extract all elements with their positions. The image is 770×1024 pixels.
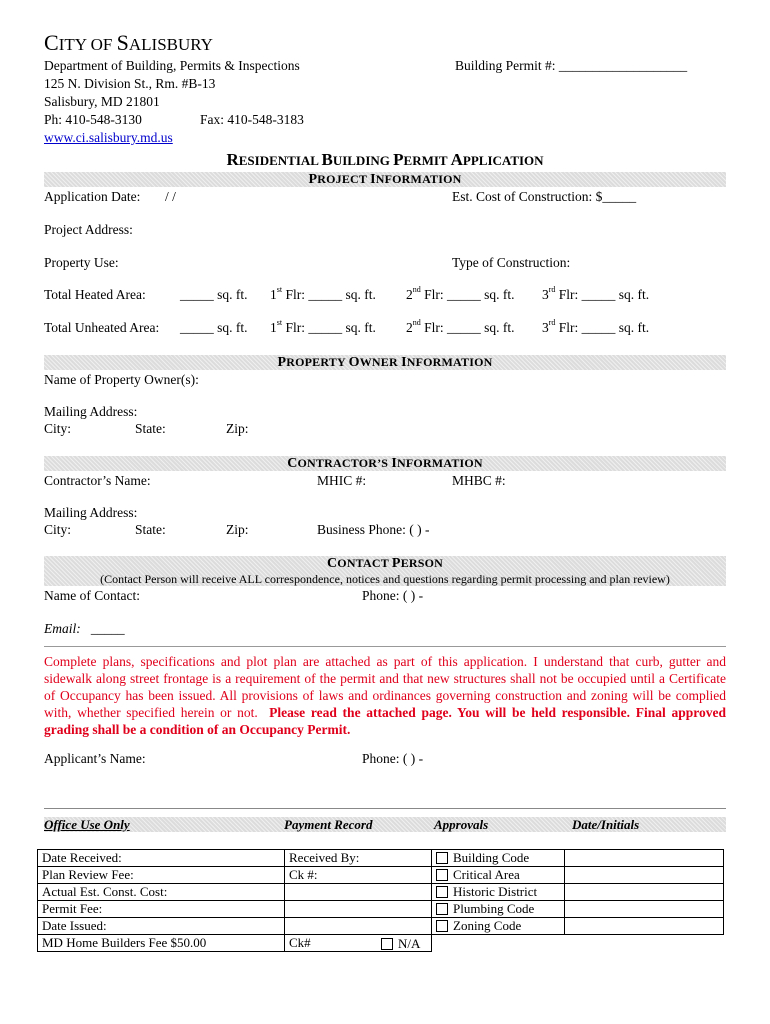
contact-person-heading: CONTACT PERSON [326,556,444,571]
date-initials-cell[interactable] [565,901,724,918]
form-title: RESIDENTIAL BUILDING PERMIT APPLICATION [226,150,544,169]
owner-zip-field[interactable]: Zip: [226,421,249,436]
contact-name-field[interactable]: Name of Contact: [44,588,140,603]
office-cell[interactable]: MD Home Builders Fee $50.00 [38,935,285,952]
table-row [38,918,724,935]
approval-cell[interactable]: Building Code [432,850,565,867]
contractor-info-heading: CONTRACTOR’S INFORMATION [287,456,483,471]
date-initials-cell[interactable] [565,918,724,935]
contractor-zip-field[interactable]: Zip: [226,522,249,537]
owner-city-field[interactable]: City: [44,421,72,436]
office-cell[interactable]: Ck #: [285,867,432,884]
application-date-field[interactable]: / / [165,189,176,204]
office-cell[interactable]: Date Received: [38,850,285,867]
checkbox[interactable] [436,886,448,898]
street-address: 125 N. Division St., Rm. #B-13 [44,76,216,91]
checkbox[interactable] [436,852,448,864]
city-title: CITY OF SALISBURY [44,30,213,55]
payment-record-heading: Payment Record [284,817,373,832]
office-cell[interactable]: Plan Review Fee: [38,867,285,884]
heated-flr1[interactable]: 1st Flr: _____ sq. ft. [270,285,376,302]
approval-cell[interactable]: Historic District [432,884,565,901]
heated-flr2[interactable]: 2nd Flr: _____ sq. ft. [406,285,515,302]
contractor-state-field[interactable]: State: [135,522,166,537]
office-use-table [37,849,724,952]
mhic-field[interactable]: MHIC #: [317,473,367,488]
total-heated-area-label: Total Heated Area: [44,287,146,302]
table-row [38,935,724,952]
property-use-field[interactable]: Property Use: [44,255,119,270]
office-cell[interactable] [285,918,432,935]
project-address-field[interactable]: Project Address: [44,222,133,237]
heated-total-sqft[interactable]: _____ sq. ft. [180,287,248,302]
table-row [38,850,724,867]
contractor-name-field[interactable]: Contractor’s Name: [44,473,151,488]
email-field[interactable]: Email: _____ [44,621,125,636]
date-initials-cell[interactable] [565,867,724,884]
office-cell[interactable]: Actual Est. Const. Cost: [38,884,285,901]
date-initials-cell[interactable] [565,850,724,867]
table-row [38,867,724,884]
approvals-heading: Approvals [434,817,489,832]
application-date-label: Application Date: [44,189,141,204]
office-cell[interactable]: Ck# N/A [285,935,432,952]
contact-note: (Contact Person will receive ALL correspondence, notices and questions regarding permit processing and plan review) [100,572,670,586]
contractor-mailing-field[interactable]: Mailing Address: [44,505,138,520]
unheated-total-sqft[interactable]: _____ sq. ft. [180,320,248,335]
office-cell[interactable] [285,884,432,901]
building-permit-number[interactable]: Building Permit #: ___________________ [455,58,688,73]
checkbox[interactable] [436,869,448,881]
est-cost-field[interactable]: Est. Cost of Construction: $_____ [452,189,637,204]
date-initials-cell[interactable] [565,884,724,901]
office-cell[interactable] [285,901,432,918]
office-cell[interactable]: Permit Fee: [38,901,285,918]
na-checkbox[interactable] [381,938,393,950]
total-unheated-area-label: Total Unheated Area: [44,320,160,335]
project-info-heading: PROJECT INFORMATION [308,172,462,187]
office-divider [44,808,726,809]
unheated-flr1[interactable]: 1st Flr: _____ sq. ft. [270,318,376,335]
applicant-name-field[interactable]: Applicant’s Name: [44,751,146,766]
fax: Fax: 410-548-3183 [200,112,304,127]
empty-cell [565,935,724,952]
unheated-flr2[interactable]: 2nd Flr: _____ sq. ft. [406,318,515,335]
divider [44,646,726,647]
checkbox[interactable] [436,920,448,932]
department: Department of Building, Permits & Inspections [44,58,300,73]
owner-state-field[interactable]: State: [135,421,166,436]
phone: Ph: 410-548-3130 [44,112,142,127]
owner-mailing-field[interactable]: Mailing Address: [44,404,138,419]
applicant-statement: Complete plans, specifications and plot plan are attached as part of this application. I understand that curb, gutter and sidewalk along street frontage is a requirement of the permit and that new structures shall not be occupied until a Certificate of Occupancy has been issued. All provisions of laws and ordinances governing construction and zoning will be complied with, whether specified herein or not. Please read the attached page. You will be held responsible. Final approved grading shall be a condition of an Occupancy Permit. [44,654,726,737]
checkbox[interactable] [436,903,448,915]
contractor-city-field[interactable]: City: [44,522,72,537]
approval-cell[interactable]: Plumbing Code [432,901,565,918]
office-cell[interactable]: Received By: [285,850,432,867]
owner-name-field[interactable]: Name of Property Owner(s): [44,372,199,387]
approval-cell[interactable]: Critical Area [432,867,565,884]
heated-flr3[interactable]: 3rd Flr: _____ sq. ft. [542,285,650,302]
city-state-zip: Salisbury, MD 21801 [44,94,160,109]
unheated-flr3[interactable]: 3rd Flr: _____ sq. ft. [542,318,650,335]
office-use-heading: Office Use Only [44,817,130,832]
applicant-phone-field[interactable]: Phone: ( ) - [362,751,424,766]
office-cell[interactable]: Date Issued: [38,918,285,935]
table-row [38,901,724,918]
contact-phone-field[interactable]: Phone: ( ) - [362,588,424,603]
owner-info-heading: PROPERTY OWNER INFORMATION [277,355,493,370]
table-row [38,884,724,901]
construction-type-field[interactable]: Type of Construction: [452,255,571,270]
business-phone-field[interactable]: Business Phone: ( ) - [317,522,430,537]
empty-cell [432,935,565,952]
website-link[interactable]: www.ci.salisbury.md.us [44,130,173,145]
date-initials-heading: Date/Initials [572,817,640,832]
approval-cell[interactable]: Zoning Code [432,918,565,935]
mhbc-field[interactable]: MHBC #: [452,473,506,488]
